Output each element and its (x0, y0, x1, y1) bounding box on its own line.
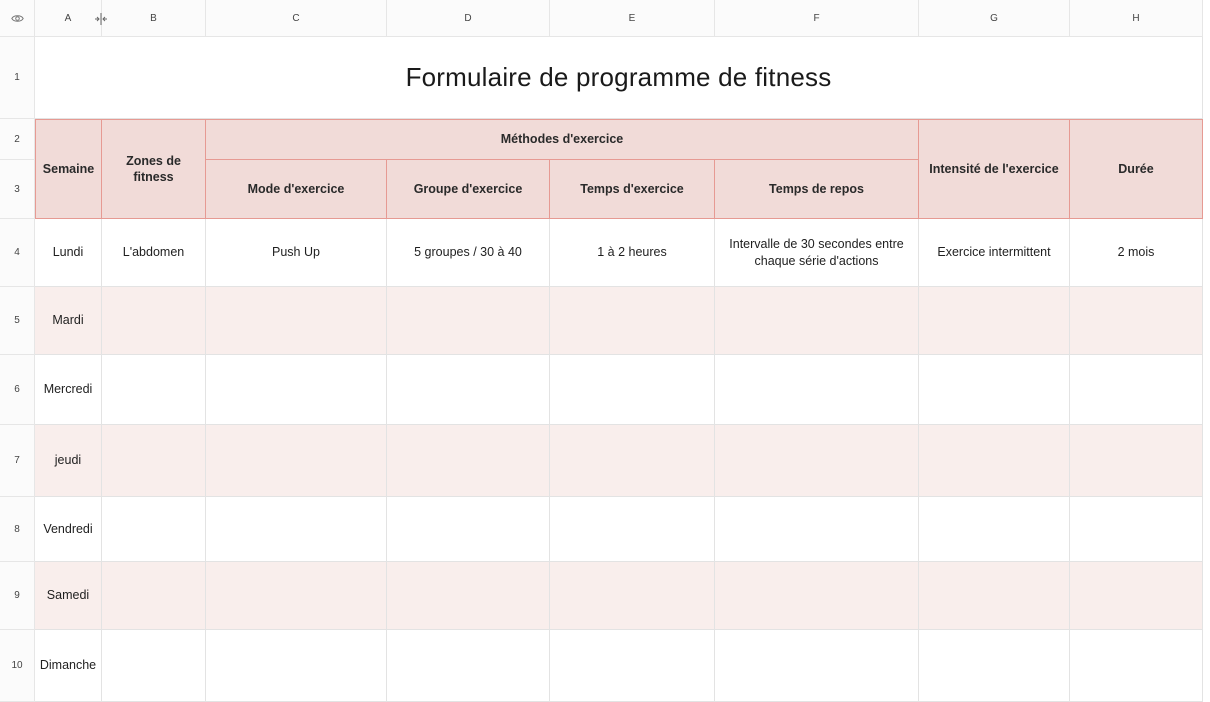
cell-day[interactable]: Mercredi (35, 355, 102, 425)
empty-cell[interactable] (102, 497, 206, 562)
empty-cell[interactable] (102, 425, 206, 497)
empty-cell[interactable] (206, 425, 387, 497)
column-header-d[interactable]: D (387, 0, 550, 37)
empty-cell[interactable] (1070, 355, 1203, 425)
cell-day[interactable]: Vendredi (35, 497, 102, 562)
cell-day[interactable]: Samedi (35, 562, 102, 630)
empty-cell[interactable] (1070, 630, 1203, 702)
column-header-c[interactable]: C (206, 0, 387, 37)
cell-mode[interactable]: Push Up (206, 219, 387, 287)
header-temps[interactable]: Temps d'exercice (550, 160, 715, 219)
empty-cell[interactable] (919, 425, 1070, 497)
row-header-5[interactable]: 5 (0, 287, 35, 355)
empty-cell[interactable] (206, 355, 387, 425)
empty-cell[interactable] (919, 287, 1070, 355)
header-intensite[interactable]: Intensité de l'exercice (919, 119, 1070, 219)
cell-day[interactable]: Dimanche (35, 630, 102, 702)
empty-cell[interactable] (919, 630, 1070, 702)
empty-cell[interactable] (1070, 287, 1203, 355)
empty-cell[interactable] (206, 497, 387, 562)
empty-cell[interactable] (206, 287, 387, 355)
eye-icon (11, 12, 24, 25)
cell-temps[interactable]: 1 à 2 heures (550, 219, 715, 287)
row-header-1[interactable]: 1 (0, 37, 35, 119)
empty-cell[interactable] (550, 287, 715, 355)
empty-cell[interactable] (550, 425, 715, 497)
empty-cell[interactable] (387, 287, 550, 355)
empty-cell[interactable] (102, 355, 206, 425)
empty-cell[interactable] (1070, 562, 1203, 630)
empty-cell[interactable] (919, 497, 1070, 562)
empty-cell[interactable] (919, 355, 1070, 425)
empty-cell[interactable] (387, 497, 550, 562)
empty-cell[interactable] (919, 562, 1070, 630)
empty-cell[interactable] (550, 355, 715, 425)
empty-cell[interactable] (387, 562, 550, 630)
sheet-title[interactable]: Formulaire de programme de fitness (35, 37, 1203, 119)
cell-day[interactable]: jeudi (35, 425, 102, 497)
header-methodes[interactable]: Méthodes d'exercice (206, 119, 919, 160)
empty-cell[interactable] (102, 630, 206, 702)
row-header-7[interactable]: 7 (0, 425, 35, 497)
column-resize-icon[interactable] (93, 12, 109, 26)
row-header-3[interactable]: 3 (0, 160, 35, 219)
header-mode[interactable]: Mode d'exercice (206, 160, 387, 219)
empty-cell[interactable] (387, 425, 550, 497)
empty-cell[interactable] (102, 287, 206, 355)
cell-duree[interactable]: 2 mois (1070, 219, 1203, 287)
column-header-b[interactable]: B (102, 0, 206, 37)
empty-cell[interactable] (550, 497, 715, 562)
empty-cell[interactable] (206, 562, 387, 630)
empty-cell[interactable] (387, 630, 550, 702)
cell-repos[interactable]: Intervalle de 30 secondes entre chaque série d'actions (715, 219, 919, 287)
row-header-4[interactable]: 4 (0, 219, 35, 287)
empty-cell[interactable] (102, 562, 206, 630)
empty-cell[interactable] (550, 630, 715, 702)
empty-cell[interactable] (1070, 425, 1203, 497)
column-header-g[interactable]: G (919, 0, 1070, 37)
empty-cell[interactable] (715, 425, 919, 497)
empty-cell[interactable] (715, 355, 919, 425)
header-groupe[interactable]: Groupe d'exercice (387, 160, 550, 219)
column-header-h[interactable]: H (1070, 0, 1203, 37)
empty-cell[interactable] (715, 497, 919, 562)
empty-cell[interactable] (1070, 497, 1203, 562)
column-header-f[interactable]: F (715, 0, 919, 37)
select-all-corner[interactable] (0, 0, 35, 37)
empty-cell[interactable] (715, 562, 919, 630)
cell-day[interactable]: Lundi (35, 219, 102, 287)
row-header-6[interactable]: 6 (0, 355, 35, 425)
row-header-9[interactable]: 9 (0, 562, 35, 630)
row-header-8[interactable]: 8 (0, 497, 35, 562)
row-header-2[interactable]: 2 (0, 119, 35, 160)
cell-groupe[interactable]: 5 groupes / 30 à 40 (387, 219, 550, 287)
column-header-a[interactable]: A (35, 0, 102, 37)
column-header-e[interactable]: E (550, 0, 715, 37)
header-repos[interactable]: Temps de repos (715, 160, 919, 219)
empty-cell[interactable] (715, 287, 919, 355)
row-header-10[interactable]: 10 (0, 630, 35, 702)
header-semaine[interactable]: Semaine (35, 119, 102, 219)
header-duree[interactable]: Durée (1070, 119, 1203, 219)
empty-cell[interactable] (550, 562, 715, 630)
cell-day[interactable]: Mardi (35, 287, 102, 355)
empty-cell[interactable] (387, 355, 550, 425)
empty-cell[interactable] (715, 630, 919, 702)
cell-zone[interactable]: L'abdomen (102, 219, 206, 287)
cell-intensite[interactable]: Exercice intermittent (919, 219, 1070, 287)
empty-cell[interactable] (206, 630, 387, 702)
header-zones[interactable]: Zones de fitness (102, 119, 206, 219)
